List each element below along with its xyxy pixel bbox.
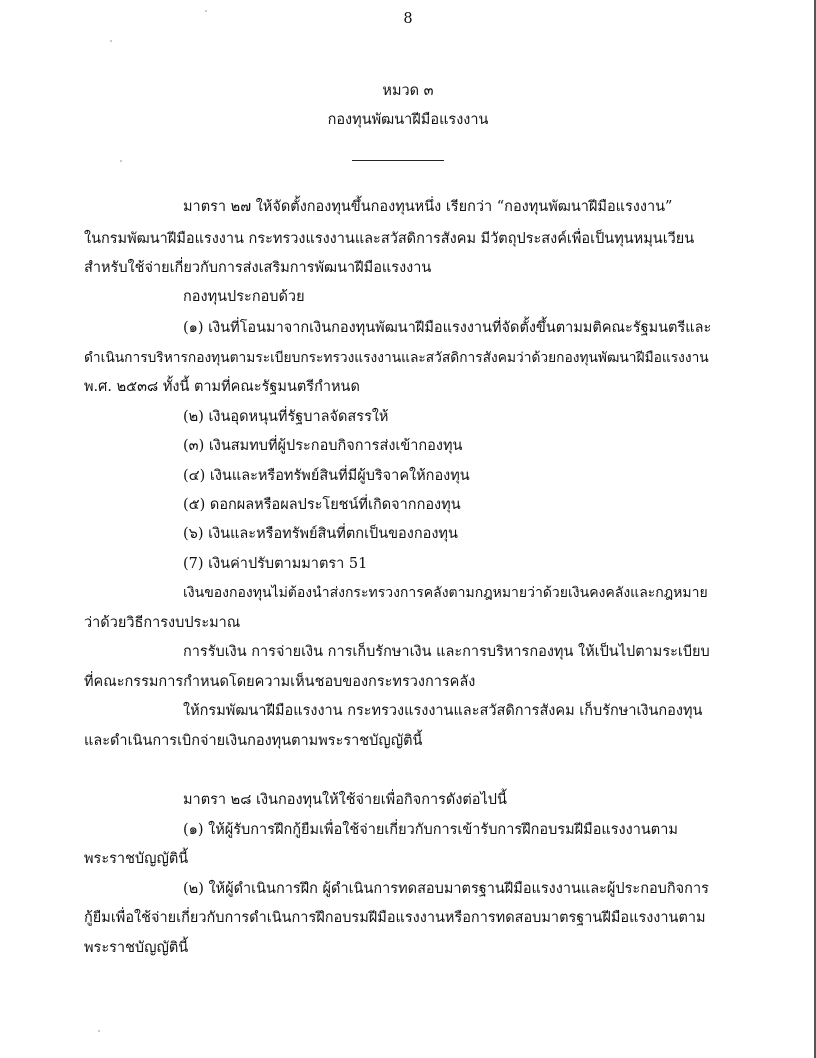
page-number: 8: [403, 11, 413, 27]
section-28-heading-line: มาตรา ๒๘ เงินกองทุนให้ใช้จ่ายเพื่อกิจการดังต่อไปนี้: [183, 792, 507, 808]
paragraph-line: พ.ศ. ๒๕๓๘ ทั้งนี้ ตามที่คณะรัฐมนตรีกำหนด: [84, 379, 360, 395]
paragraph-line: และดำเนินการเบิกจ่ายเงินกองทุนตามพระราชบัญญัตินี้: [84, 733, 423, 749]
paragraph-line: สำหรับใช้จ่ายเกี่ยวกับการส่งเสริมการพัฒนาฝีมือแรงงาน: [84, 260, 432, 276]
paragraph-line: การรับเงิน การจ่ายเงิน การเก็บรักษาเงิน และการบริหารกองทุน ให้เป็นไปตามระเบียบ: [183, 644, 710, 660]
paragraph-line: ที่คณะกรรมการกำหนดโดยความเห็นชอบของกระทรวงการคลัง: [84, 674, 476, 690]
list-item: (๑) ให้ผู้รับการฝึกกู้ยืมเพื่อใช้จ่ายเกี่ยวกับการเข้ารับการฝึกอบรมฝีมือแรงงานตาม: [183, 822, 678, 838]
list-item: (๑) เงินที่โอนมาจากเงินกองทุนพัฒนาฝีมือแรงงานที่จัดตั้งขึ้นตามมติคณะรัฐมนตรีและ: [183, 320, 712, 336]
scan-speck: [110, 40, 112, 42]
list-item: (7) เงินค่าปรับตามมาตรา 51: [183, 556, 368, 572]
paragraph-line: ดำเนินการบริหารกองทุนตามระเบียบกระทรวงแรงงานและสวัสดิการสังคมว่าด้วยกองทุนพัฒนาฝีมือแรงงาน: [84, 350, 709, 366]
paragraph-line: ในกรมพัฒนาฝีมือแรงงาน กระทรวงแรงงานและสวัสดิการสังคม มีวัตถุประสงค์เพื่อเป็นทุนหมุนเวียน: [84, 231, 695, 247]
section-27-heading-line: มาตรา ๒๗ ให้จัดตั้งกองทุนขึ้นกองทุนหนึ่ง เรียกว่า “กองทุนพัฒนาฝีมือแรงงาน”: [183, 199, 673, 215]
list-item: (๒) ให้ผู้ดำเนินการฝึก ผู้ดำเนินการทดสอบมาตรฐานฝีมือแรงงานและผู้ประกอบกิจการ: [183, 881, 709, 897]
list-item: (๒) เงินอุดหนุนที่รัฐบาลจัดสรรให้: [183, 409, 389, 425]
paragraph-line: กู้ยืมเพื่อใช้จ่ายเกี่ยวกับการดำเนินการฝึกอบรมฝีมือแรงงานหรือการทดสอบมาตรฐานฝีมือแรงงานตาม: [84, 910, 706, 926]
title-underline: [352, 160, 444, 161]
chapter-heading: หมวด ๓: [382, 83, 434, 99]
paragraph-line: ให้กรมพัฒนาฝีมือแรงงาน กระทรวงแรงงานและสวัสดิการสังคม เก็บรักษาเงินกองทุน: [183, 703, 703, 719]
scan-speck: [98, 1030, 100, 1032]
chapter-title: กองทุนพัฒนาฝีมือแรงงาน: [327, 112, 489, 128]
list-item: (๔) เงินและหรือทรัพย์สินที่มีผู้บริจาคให้กองทุน: [183, 468, 470, 484]
list-item: (๖) เงินและหรือทรัพย์สินที่ตกเป็นของกองทุน: [183, 526, 458, 542]
list-item: (๕) ดอกผลหรือผลประโยชน์ที่เกิดจากกองทุน: [183, 497, 461, 513]
list-item: (๓) เงินสมทบที่ผู้ประกอบกิจการส่งเข้ากองทุน: [183, 438, 463, 454]
paragraph-line: ว่าด้วยวิธีการงบประมาณ: [84, 615, 241, 631]
paragraph-line: เงินของกองทุนไม่ต้องนำส่งกระทรวงการคลังตามกฎหมายว่าด้วยเงินคงคลังและกฎหมาย: [183, 585, 708, 601]
scan-speck: [120, 160, 122, 162]
paragraph-line: พระราชบัญญัตินี้: [84, 851, 189, 867]
paragraph-line: กองทุนประกอบด้วย: [183, 289, 305, 305]
paragraph-line: พระราชบัญญัตินี้: [84, 940, 189, 956]
